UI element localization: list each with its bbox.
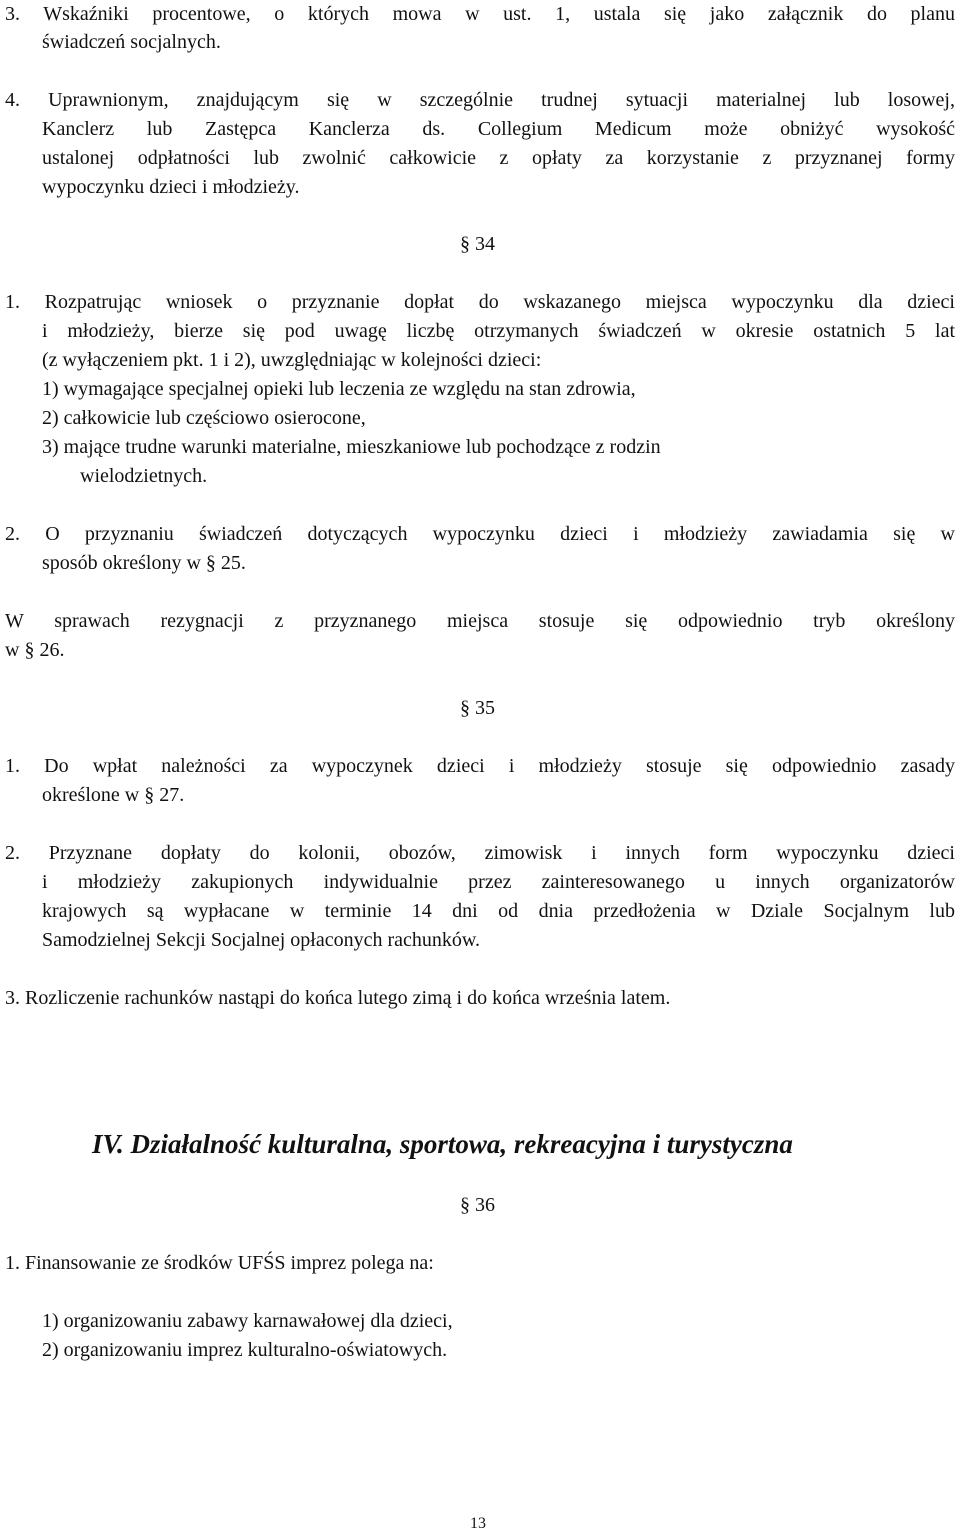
text-line: W sprawach rezygnacji z przyznanego miejsca stosuje się odpowiednio tryb określony bbox=[5, 610, 955, 632]
chapter-title: IV. Działalność kulturalna, sportowa, rekreacyjna i turystyczna bbox=[92, 1129, 793, 1159]
text-line: 1. Do wpłat należności za wypoczynek dzieci i młodzieży stosuje się odpowiednio zasady bbox=[5, 755, 955, 777]
text-line: 1. Finansowanie ze środków UFŚS imprez polega na: bbox=[5, 1252, 434, 1274]
text-line: 2. O przyznaniu świadczeń dotyczących wypoczynku dzieci i młodzieży zawiadamia się w bbox=[5, 523, 955, 545]
text-line: 4. Uprawnionym, znajdującym się w szczególnie trudnej sytuacji materialnej lub losowej, bbox=[5, 89, 955, 111]
section-heading: § 36 bbox=[460, 1194, 495, 1216]
text-line: 3. Rozliczenie rachunków nastąpi do końca lutego zimą i do końca września latem. bbox=[5, 987, 671, 1009]
list-item: 2) organizowaniu imprez kulturalno-oświatowych. bbox=[42, 1339, 448, 1361]
text-line: ustalonej odpłatności lub zwolnić całkowicie z opłaty za korzystanie z przyznanej formy bbox=[42, 147, 955, 169]
text-line: świadczeń socjalnych. bbox=[42, 31, 221, 53]
text-line: sposób określony w § 25. bbox=[42, 552, 246, 574]
text-line: 1. Rozpatrując wniosek o przyznanie dopłat do wskazanego miejsca wypoczynku dla dzieci bbox=[5, 291, 955, 313]
text-line: Kanclerz lub Zastępca Kanclerza ds. Collegium Medicum może obniżyć wysokość bbox=[42, 118, 955, 140]
list-item: 3) mające trudne warunki materialne, mieszkaniowe lub pochodzące z rodzin bbox=[42, 436, 661, 458]
section-heading: § 35 bbox=[460, 697, 495, 719]
list-item: 1) organizowaniu zabawy karnawałowej dla dzieci, bbox=[42, 1310, 453, 1332]
text-line: 2. Przyznane dopłaty do kolonii, obozów, zimowisk i innych form wypoczynku dzieci bbox=[5, 842, 955, 864]
page-number: 13 bbox=[470, 1515, 486, 1532]
text-line: w § 26. bbox=[5, 639, 65, 661]
list-item: wielodzietnych. bbox=[80, 465, 208, 487]
text-line: Samodzielnej Sekcji Socjalnej opłaconych rachunków. bbox=[42, 929, 481, 951]
section-heading: § 34 bbox=[460, 233, 495, 255]
text-line: i młodzieży zakupionych indywidualnie przez zainteresowanego u innych organizatorów bbox=[42, 871, 955, 893]
list-item: 1) wymagające specjalnej opieki lub leczenia ze względu na stan zdrowia, bbox=[42, 378, 636, 400]
text-line: krajowych są wypłacane w terminie 14 dni od dnia przedłożenia w Dziale Socjalnym lub bbox=[42, 900, 955, 922]
text-line: wypoczynku dzieci i młodzieży. bbox=[42, 176, 300, 198]
text-line: 3. Wskaźniki procentowe, o których mowa w ust. 1, ustala się jako załącznik do planu bbox=[5, 3, 955, 25]
text-line: (z wyłączeniem pkt. 1 i 2), uwzględniając w kolejności dzieci: bbox=[42, 349, 542, 371]
list-item: 2) całkowicie lub częściowo osierocone, bbox=[42, 407, 366, 429]
text-line: i młodzieży, bierze się pod uwagę liczbę otrzymanych świadczeń w okresie ostatnich 5 lat bbox=[42, 320, 955, 342]
text-line: określone w § 27. bbox=[42, 784, 185, 806]
